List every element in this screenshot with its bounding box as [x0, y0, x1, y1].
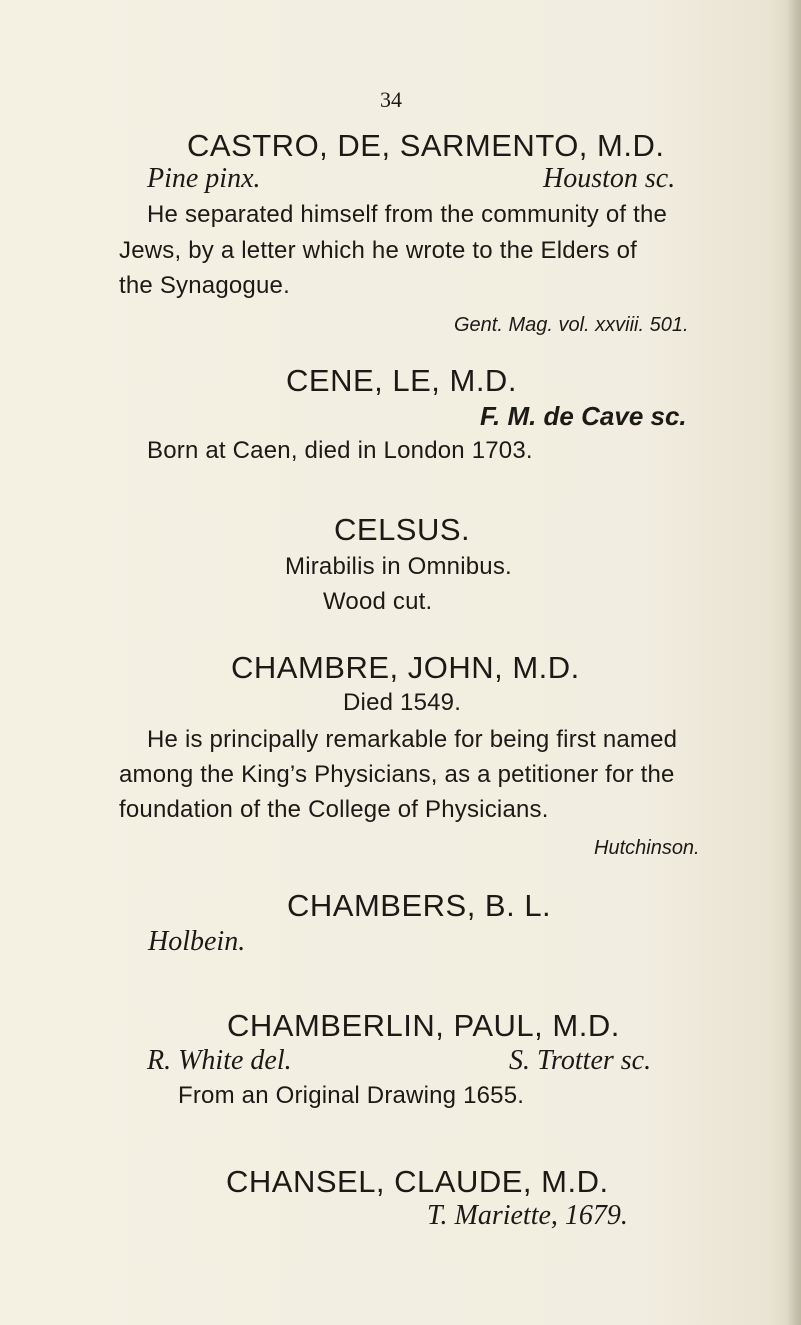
entry-artist-chamberlin: R. White del. — [147, 1045, 292, 1076]
entry-text-line: He separated himself from the community of the — [147, 201, 668, 228]
entry-reference-castro: Gent. Mag. vol. xxviii. 501. — [454, 314, 689, 336]
entry-died-chambre: Died 1549. — [343, 689, 462, 716]
entry-text-line: Mirabilis in Omnibus. — [285, 553, 512, 580]
entry-artist-chambers: Holbein. — [148, 926, 246, 957]
entry-heading-cene: CENE, LE, M.D. — [286, 363, 517, 398]
entry-heading-chamberlin: CHAMBERLIN, PAUL, M.D. — [227, 1008, 620, 1043]
page-edge-shadow — [787, 0, 801, 1325]
entry-engraver-chamberlin: S. Trotter sc. — [509, 1045, 652, 1076]
entry-text-line: From an Original Drawing 1655. — [178, 1082, 525, 1109]
entry-engraver-cene: F. M. de Cave sc. — [480, 401, 687, 431]
entry-heading-celsus: CELSUS. — [334, 512, 471, 547]
page-number: 34 — [380, 87, 402, 112]
entry-heading-castro: CASTRO, DE, SARMENTO, M.D. — [187, 128, 665, 163]
entry-text-line: the Synagogue. — [119, 272, 290, 299]
entry-engraver-castro: Houston sc. — [543, 163, 676, 194]
entry-engraver-chansel: T. Mariette, 1679. — [427, 1200, 628, 1231]
entry-text-line: Jews, by a letter which he wrote to the Elders of — [119, 237, 638, 264]
entry-heading-chansel: CHANSEL, CLAUDE, M.D. — [226, 1164, 609, 1199]
entry-text-line: among the King’s Physicians, as a petitioner for the — [119, 761, 675, 788]
entry-heading-chambre: CHAMBRE, JOHN, M.D. — [231, 650, 580, 685]
entry-artist-castro: Pine pinx. — [147, 163, 261, 194]
entry-text-line: Wood cut. — [323, 588, 433, 615]
entry-text-line: foundation of the College of Physicians. — [119, 796, 549, 823]
entry-text-line: He is principally remarkable for being first named — [147, 726, 678, 753]
entry-heading-chambers: CHAMBERS, B. L. — [287, 888, 552, 923]
entry-reference-chambre: Hutchinson. — [594, 837, 700, 859]
entry-text-line: Born at Caen, died in London 1703. — [147, 437, 533, 464]
